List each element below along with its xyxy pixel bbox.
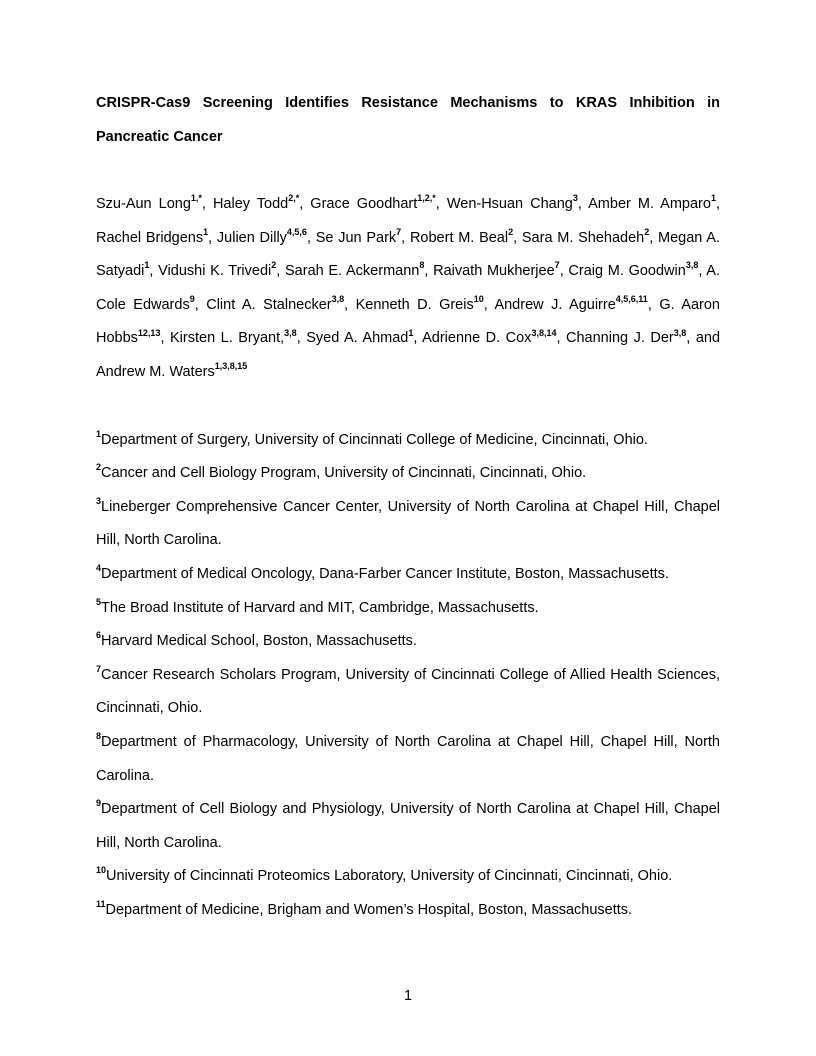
affiliation-number: 7	[96, 663, 102, 674]
author-conjunction: and	[695, 330, 721, 347]
author-affiliation-marker: 1,2,*	[417, 193, 436, 204]
author-name: Szu-Aun Long	[96, 196, 191, 212]
affiliation-item	[96, 659, 720, 726]
paper-title: CRISPR-Cas9 Screening Identifies Resistance Mechanisms to KRAS Inhibition in Pancreatic Cancer	[96, 95, 720, 145]
author-affiliation-marker: 7	[554, 260, 560, 271]
author-affiliation-marker: 3	[572, 193, 578, 204]
author-name: Wen-Hsuan Chang	[446, 196, 573, 212]
affiliation-number: 6	[96, 630, 102, 641]
affiliation-text: Department of Pharmacology, University of North Carolina at Chapel Hill, Chapel Hill, North Carolina.	[96, 733, 720, 784]
author-name: Megan A. Satyadi	[96, 229, 721, 280]
author-affiliation-marker: 2,*	[288, 193, 300, 204]
affiliation-text: Department of Medical Oncology, Dana-Farber Cancer Institute, Boston, Massachusetts.	[101, 565, 669, 582]
author	[568, 260, 699, 280]
author-name: A. Cole Edwards	[96, 263, 720, 313]
author-affiliation-marker: 7	[396, 226, 402, 237]
author-name: Vidushi K. Trivedi	[158, 263, 272, 280]
author	[158, 260, 277, 280]
affiliation-number: 10	[96, 865, 107, 876]
author	[521, 226, 650, 246]
affiliation-list	[96, 424, 720, 928]
author-name: Andrew M. Waters	[96, 363, 215, 380]
affiliation-text: Harvard Medical School, Boston, Massachusetts.	[101, 633, 417, 650]
author	[588, 193, 716, 212]
author	[96, 361, 248, 380]
affiliation-text: Department of Cell Biology and Physiology, University of North Carolina at Chapel Hill, Chapel Hill, North Carolina.	[96, 801, 720, 851]
author-name: Kenneth D. Greis	[355, 296, 474, 313]
author-affiliation-marker: 4,5,6	[286, 226, 307, 237]
author-name: Rachel Bridgens	[96, 229, 204, 246]
affiliation-item	[96, 592, 720, 626]
affiliation-item	[96, 457, 720, 491]
author	[422, 327, 557, 347]
author-name: Syed A. Ahmad	[306, 330, 409, 347]
affiliation-text: University of Cincinnati Proteomics Laboratory, University of Cincinnati, Cincinnati, Ohio.	[106, 868, 673, 885]
author	[310, 193, 436, 212]
author	[315, 226, 402, 246]
affiliation-number: 1	[96, 428, 102, 439]
affiliation-text: Department of Surgery, University of Cincinnati College of Medicine, Cincinnati, Ohio.	[101, 431, 648, 448]
author-affiliation-marker: 2	[644, 226, 650, 237]
author-name: Raivath Mukherjee	[433, 263, 555, 280]
author	[216, 226, 307, 246]
author	[206, 293, 345, 313]
affiliation-number: 8	[96, 731, 102, 742]
affiliation-item	[96, 491, 720, 558]
affiliation-item	[96, 625, 720, 659]
author	[285, 260, 425, 280]
author	[409, 226, 514, 246]
author	[170, 327, 297, 347]
affiliation-number: 9	[96, 798, 102, 809]
affiliation-item	[96, 424, 720, 458]
author-name: Sarah E. Ackermann	[285, 263, 420, 280]
author-affiliation-marker: 1	[408, 327, 414, 338]
page-number: 1	[403, 988, 413, 1004]
author-affiliation-marker: 10	[473, 293, 484, 304]
author-name: Julien Dilly	[216, 229, 287, 246]
author	[446, 193, 578, 212]
author	[212, 193, 300, 212]
author-affiliation-marker: 9	[189, 293, 195, 304]
author-name: Se Jun Park	[315, 229, 397, 246]
affiliation-item	[96, 894, 720, 928]
author	[96, 226, 209, 246]
author	[494, 293, 648, 313]
author-name: Haley Todd	[212, 196, 289, 212]
author-affiliation-marker: 3,8	[331, 293, 345, 304]
author-affiliation-marker: 3,8	[673, 327, 687, 338]
affiliation-text: Lineberger Comprehensive Cancer Center, University of North Carolina at Chapel Hill, Chapel Hill, North Carolina.	[96, 498, 720, 549]
affiliation-number: 11	[96, 899, 106, 910]
author-name: Clint A. Stalnecker	[206, 296, 332, 313]
author-affiliation-marker: 12,13	[137, 327, 161, 338]
affiliation-text: Department of Medicine, Brigham and Women’s Hospital, Boston, Massachusetts.	[105, 901, 633, 918]
affiliation-text: The Broad Institute of Harvard and MIT, Cambridge, Massachusetts.	[101, 599, 539, 616]
affiliation-item	[96, 558, 720, 592]
affiliation-number: 4	[96, 563, 102, 574]
author-affiliation-marker: 1	[710, 193, 716, 204]
author-list: Szu-Aun Long$^{1,*}$, Haley Todd$^{2,*}$, Grace Goodhart$^{1,2,*}$, Wen-Hsuan Chang$^3$, Amber M. Amparo$^1$, Rachel Bridgens$^1$, Julien Dilly$^{4,5,6}$, Se Jun Park$^7$, Robert M. Beal$^2$, Sara M. Shehadeh$^2$, Megan A. Satyadi$^1$, Vidushi K. Trivedi$^2$, Sarah E. Ackermann$^8$, Raivath Mukherjee$^7$, Craig M. Goodwin$^{3,8}$, A. Cole Edwards$^9$, Clint A. Stalnecker$^{3,8}$, Kenneth D. Greis$^{10}$, Andrew J. Aguirre$^{4,5,6,11}$, G. Aaron Hobbs$^{12,13}$, Kirsten L. Bryant,$^{3,8}$, Syed A. Ahmad$^1$, Adrienne D. Cox$^{3,8,14}$, Channing J. Der$^{3,8}$, and Andrew M. Waters$^{1,3,8,15}$	[96, 193, 721, 380]
author-affiliation-marker: 3,8	[284, 327, 297, 338]
author-affiliation-marker: 1	[144, 260, 150, 271]
author-affiliation-marker: 3,8,14	[531, 327, 557, 338]
author-name: Robert M. Beal	[409, 229, 509, 246]
author-name: Amber M. Amparo	[588, 196, 711, 212]
author	[433, 260, 560, 280]
author-name: Channing J. Der	[566, 330, 674, 347]
author-name: G. Aaron Hobbs	[96, 296, 720, 347]
author-affiliation-marker: 2	[271, 260, 277, 271]
author-name: Sara M. Shehadeh	[521, 229, 645, 246]
affiliation-number: 3	[96, 495, 102, 506]
affiliation-item	[96, 860, 720, 894]
affiliation-number: 5	[96, 596, 102, 607]
affiliation-text: Cancer and Cell Biology Program, University of Cincinnati, Cincinnati, Ohio.	[101, 465, 587, 482]
author	[306, 327, 414, 347]
author-affiliation-marker: 2	[508, 226, 514, 237]
affiliation-item	[96, 793, 720, 860]
author-affiliation-marker: 1	[203, 226, 209, 237]
author	[355, 293, 484, 313]
author-affiliation-marker: 8	[419, 260, 425, 271]
author-affiliation-marker: 4,5,6,11	[615, 293, 648, 304]
author-affiliation-marker: 1,3,8,15	[214, 361, 248, 372]
author-name: Kirsten L. Bryant,	[170, 330, 285, 347]
author-name: Grace Goodhart	[310, 196, 418, 212]
author	[566, 327, 687, 347]
author-name: Adrienne D. Cox	[422, 330, 532, 347]
content-area	[96, 86, 720, 927]
author-affiliation-marker: 3,8	[685, 260, 699, 271]
affiliation-text: Cancer Research Scholars Program, University of Cincinnati College of Allied Health Sciences, Cincinnati, Ohio.	[96, 666, 720, 717]
author	[96, 193, 202, 212]
affiliation-number: 2	[96, 462, 102, 473]
author-name: Craig M. Goodwin	[568, 263, 686, 280]
author-affiliation-marker: 1,*	[190, 193, 202, 204]
author-name: Andrew J. Aguirre	[494, 296, 616, 313]
affiliation-item	[96, 726, 720, 793]
